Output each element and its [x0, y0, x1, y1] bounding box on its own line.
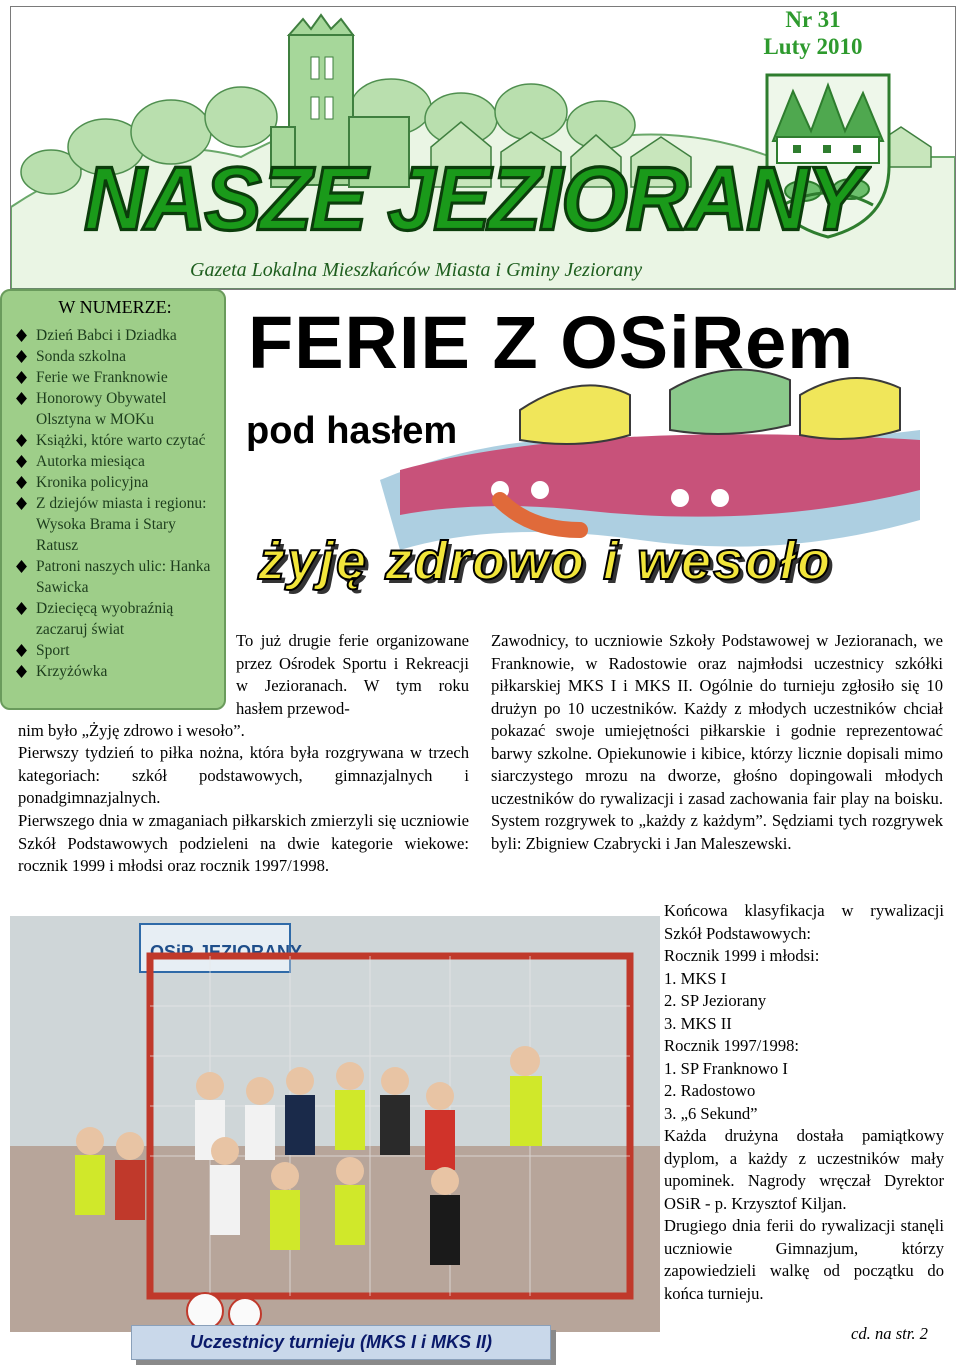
group-label: Rocznik 1999 i młodsi:	[664, 946, 820, 965]
article-paragraph: Zawodnicy, to uczniowie Szkoły Podstawowej w Jezioranach, we Franknowie, w Radostowie oraz najmłodsi uczestnicy szkółki piłkarskiej MKS I i MKS II. Ogólnie do turnieju zgłosiło się 10 drużyn po 10 uczestników. Każdy z młodych uczestników chciał pokazać swoje umiejętności piłkarskie i godnie reprezentować barwy szkolne. Opiekunowie i kibice, którzy licznie dopisali mimo siarczystego mrozu na dworze, głośno dopingowali młodych uczestników do rywalizacji i zasad zachowania fair play na boisku. System rozgrywek to „każdy z każdym”. Sędziami tych rozgrywek byli: Zbigniew Czabrycki i Jan Maleszewski.	[491, 631, 943, 853]
newspaper-subtitle: Gazeta Lokalna Mieszkańców Miasta i Gminy Jeziorany	[190, 259, 643, 281]
diamond-bullet-icon	[16, 392, 27, 405]
contents-item	[14, 661, 218, 682]
contents-item	[14, 451, 218, 472]
continued-note: cd. na str. 2	[851, 1324, 928, 1343]
diamond-bullet-icon	[16, 560, 27, 573]
result-item: 2. Radostowo	[664, 1081, 756, 1100]
group-label: Rocznik 1997/1998:	[664, 1036, 800, 1055]
contents-sidebar	[0, 289, 226, 710]
article-paragraph: Każda drużyna dostała pamiątkowy dyplom, a każdy z uczestników mały upominek. Nagrody wręczał Dyrektor OSiR - p. Krzysztof Kiljan.	[664, 1126, 944, 1213]
results-intro: Końcowa klasyfikacja w rywalizacji Szkół Podstawowych:	[664, 901, 944, 943]
contents-item	[14, 640, 218, 661]
contents-item	[14, 598, 218, 640]
diamond-bullet-icon	[16, 350, 27, 363]
article-paragraph: To już drugie ferie organizowane przez Ośrodek Sportu i Rekreacji w Jezioranach. W tym roku hasłem przewod-	[236, 631, 469, 718]
contents-item-label: Książki, które warto czytać	[36, 432, 206, 449]
result-item: 1. MKS I	[664, 968, 727, 988]
result-item: 1. SP Franknowo I	[664, 1058, 788, 1078]
contents-item	[14, 556, 218, 598]
contents-item-label: Ferie we Franknowie	[36, 369, 168, 386]
diamond-bullet-icon	[16, 497, 27, 510]
headline-pre-slogan: pod hasłem	[246, 410, 458, 452]
results-column	[664, 900, 944, 1305]
contents-item-label: Autorka miesiąca	[36, 453, 145, 470]
headline-slogan: żyję zdrowo i wesoło	[258, 531, 833, 591]
diamond-bullet-icon	[16, 434, 27, 447]
diamond-bullet-icon	[16, 371, 27, 384]
diamond-bullet-icon	[16, 665, 27, 678]
contents-item	[14, 430, 218, 451]
article-paragraph-continued: nim było „Żyję zdrowo i wesoło”.	[18, 721, 245, 740]
issue-date: Luty 2010	[763, 34, 863, 59]
result-item: 3. „6 Sekund”	[664, 1103, 758, 1123]
team-photo-illustration	[10, 916, 660, 1332]
article-paragraph: Drugiego dnia ferii do rywalizacji stanęli uczniowie Gimnazjum, którzy zapowiedzieli walkę od początku do końca turnieju.	[664, 1216, 944, 1303]
contents-item	[14, 325, 218, 346]
contents-item	[14, 388, 218, 430]
newspaper-title: NASZE JEZIORANY	[84, 148, 862, 250]
contents-item-label: Sport	[36, 642, 70, 659]
diamond-bullet-icon	[16, 329, 27, 342]
diamond-bullet-icon	[16, 455, 27, 468]
photo-caption: Uczestnicy turnieju (MKS I i MKS II)	[131, 1325, 551, 1360]
contents-item-label: Dziecięcą wyobraźnią zaczaruj świat	[36, 600, 174, 638]
contents-item-label: Krzyżówka	[36, 663, 108, 680]
contents-item	[14, 367, 218, 388]
issue-number: Nr 31	[785, 7, 841, 32]
contents-item	[14, 346, 218, 367]
contents-item-label: Sonda szkolna	[36, 348, 126, 365]
diamond-bullet-icon	[16, 644, 27, 657]
contents-item-label: Honorowy Obywatel Olsztyna w MOKu	[36, 390, 167, 428]
contents-item	[14, 472, 218, 493]
article-paragraph: Pierwszy tydzień to piłka nożna, która była rozgrywana w trzech kategoriach: szkół podstawowych, gimnazjalnych i ponadgimnazjalnych.	[18, 743, 469, 807]
contents-item-label: Kronika policyjna	[36, 474, 149, 491]
contents-item-label: Dzień Babci i Dziadka	[36, 327, 177, 344]
team-photo	[10, 916, 660, 1332]
diamond-bullet-icon	[16, 602, 27, 615]
article-paragraph: Pierwszego dnia w zmaganiach piłkarskich zmierzyli się uczniowie Szkół Podstawowych podzieleni na dwie kategorie wiekowe: rocznik 1999 i młodsi oraz rocznik 1997/1998.	[18, 811, 469, 875]
contents-item-label: Patroni naszych ulic: Hanka Sawicka	[36, 558, 211, 596]
contents-list	[14, 325, 218, 682]
result-item: 2. SP Jeziorany	[664, 991, 767, 1010]
issue-info	[738, 6, 888, 60]
photo-banner-text: OSiR JEZIORANY	[150, 942, 303, 962]
result-item: 3. MKS II	[664, 1013, 732, 1033]
headline-title: FERIE Z OSiRem	[248, 301, 855, 384]
contents-item	[14, 493, 218, 556]
diamond-bullet-icon	[16, 476, 27, 489]
contents-item-label: Z dziejów miasta i regionu: Wysoka Brama i Stary Ratusz	[36, 495, 207, 554]
sidebar-title: W NUMERZE:	[58, 297, 172, 317]
